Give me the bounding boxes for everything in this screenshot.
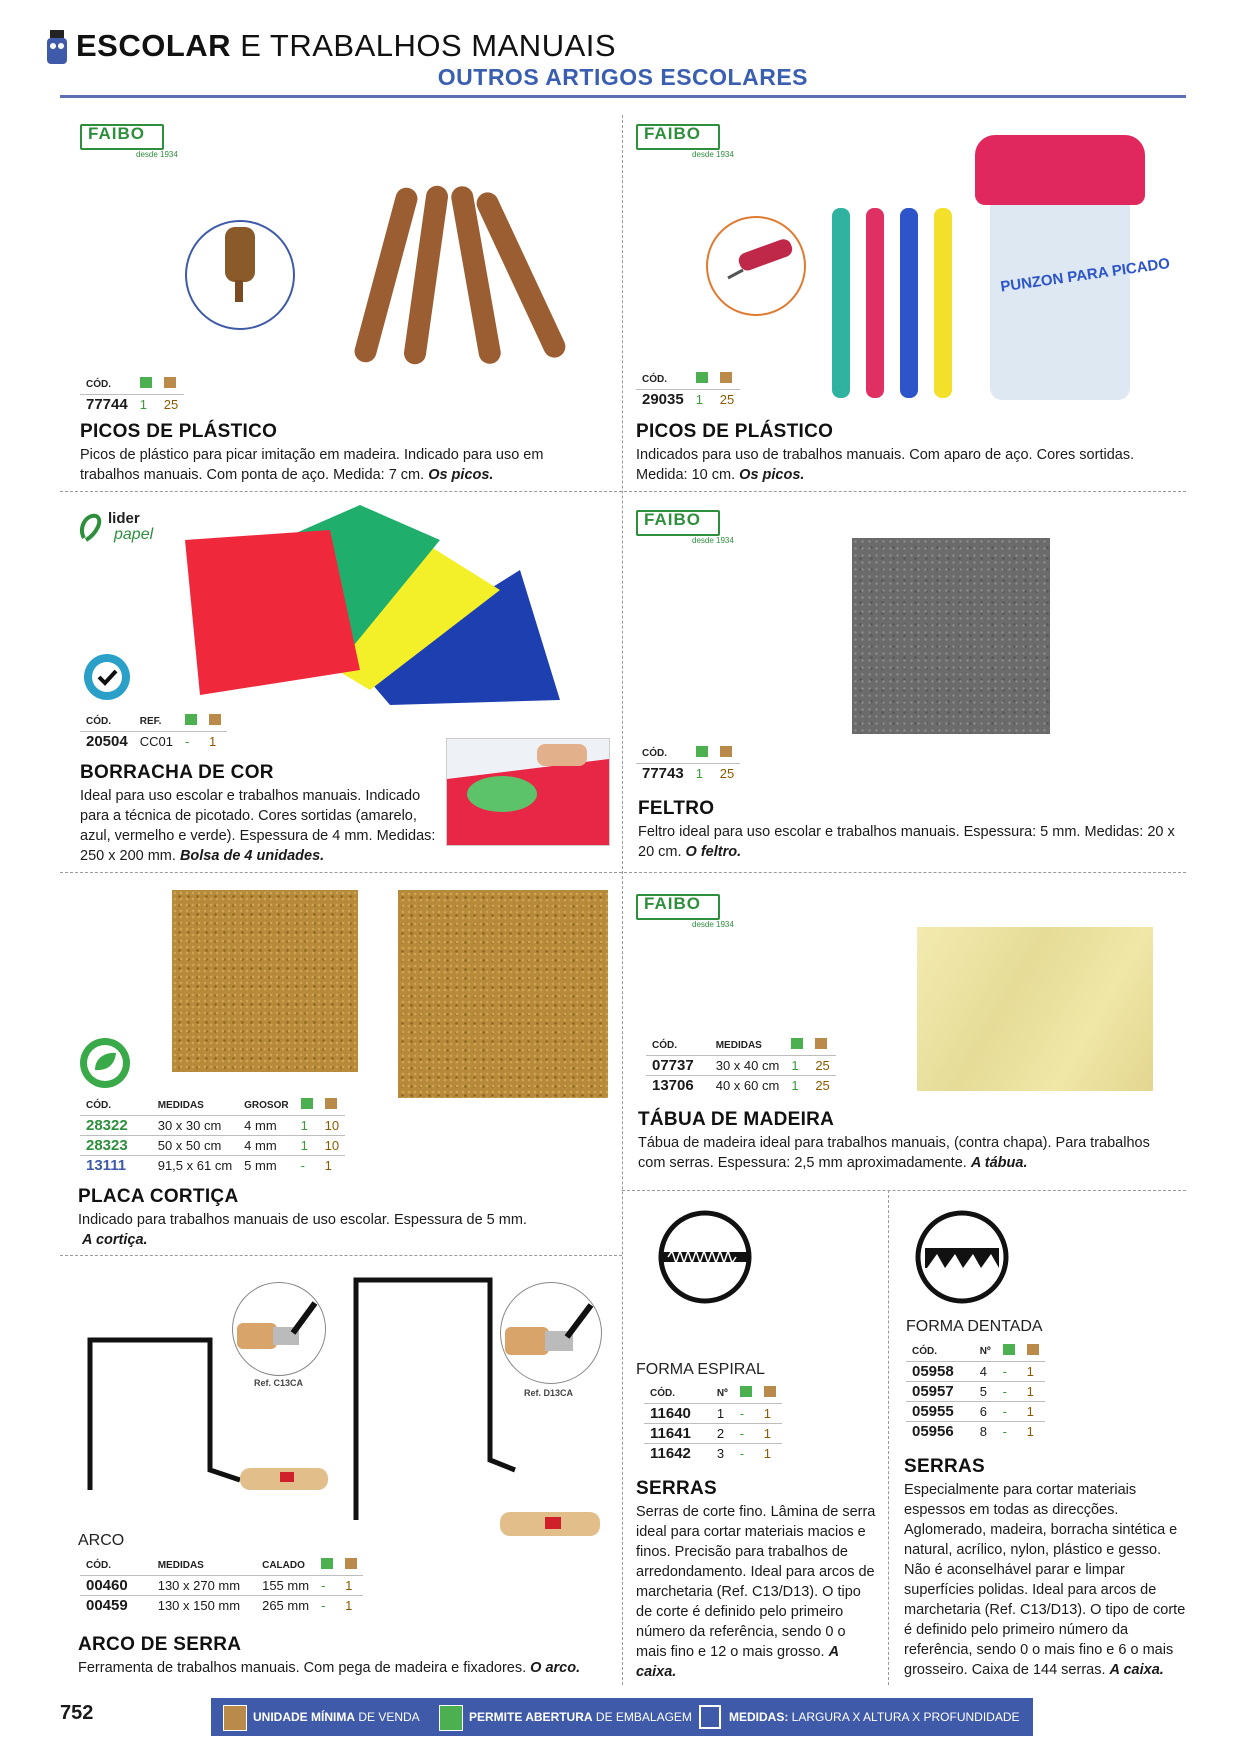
picos2-codes-table: CÓD. 29035 1 25 [636,372,740,409]
column-divider [622,115,623,1685]
table-row: 05957 5 - 1 [906,1382,1045,1402]
product-description: Especialmente para cortar materiais espessos em todas as direcções. Aglomerado, madeira, borracha sintética e natural, acrílico, nylon, plástico e gesso. Não é aconselhável parar e limpar superfícies polidas. Ideal para arcos de marchetaria (Ref. C13/D13). O tipo de corte é definido pelo primeiro número da referência, sendo 0 o mais fino e 6 o mais grosseiro. Caixa de 144 serras. A caixa. [904,1482,1186,1678]
open-package-icon [321,1558,333,1569]
min-unit-box-icon [325,1098,337,1109]
row-divider-2 [60,872,1186,873]
serras1-section-label: FORMA ESPIRAL [636,1361,765,1378]
open-package-icon [439,1705,463,1731]
lider-papel-logo: lider papel [76,508,176,548]
page-subtitle: OUTROS ARTIGOS ESCOLARES [437,64,808,90]
table-row: 77743 1 25 [636,764,740,784]
open-package-icon [140,377,152,388]
legend-open-package: PERMITE ABERTURA DE EMBALAGEM [469,1710,692,1724]
row-divider-1 [60,491,1186,492]
min-unit-box-icon [720,746,732,757]
picos-product-image [315,180,595,380]
eco-leaf-icon [80,1038,130,1088]
product-description: Tábua de madeira ideal para trabalhos manuais, (contra chapa). Para trabalhos com serras. Espessura: 2,5 mm aproximadamente. A tábua. [638,1135,1150,1171]
faibo-logo: FAIBO desde 1934 [636,890,736,930]
legend-measurements: MEDIDAS: LARGURA X ALTURA X PROFUNDIDADE [729,1710,1020,1724]
product-description: Indicado para trabalhos manuais de uso escolar. Espessura de 5 mm. A cortiça. [78,1212,527,1248]
table-row: 13706 40 x 60 cm 1 25 [646,1076,836,1096]
product-title: PLACA CORTIÇA [78,1186,239,1207]
toothed-blade-icon [915,1210,1009,1304]
arco-section-label: ARCO [78,1532,125,1549]
table-row: 11642 3 - 1 [644,1444,782,1464]
table-row: 29035 1 25 [636,390,740,410]
page-number: 752 [60,1702,94,1724]
legend-min-unit: UNIDADE MÍNIMA DE VENDA [253,1710,420,1724]
open-package-icon [740,1386,752,1397]
faibo-logo: FAIBO desde 1934 [80,120,180,160]
borracha-codes-table: CÓD. REF. 20504 CC01 - 1 [80,714,227,751]
table-row: 05958 4 - 1 [906,1362,1045,1382]
table-row: 05955 6 - 1 [906,1402,1045,1422]
product-description: Picos de plástico para picar imitação em madeira. Indicado para uso em trabalhos manuais. Com ponta de aço. Medida: 7 cm. Os picos. [80,447,544,483]
open-package-icon [1003,1344,1015,1355]
spiral-blade-icon [658,1210,752,1304]
open-package-icon [301,1098,313,1109]
header-mascot-icon [44,28,70,66]
faibo-logo: FAIBO desde 1934 [636,120,736,160]
picos2-closeup-image [706,216,806,316]
page-title: ESCOLAR E TRABALHOS MANUAIS [76,28,617,63]
tabua-codes-table: CÓD. MEDIDAS 07737 30 x 40 cm 1 25 13706 40 x 60 cm 1 25 [646,1038,836,1095]
arco-codes-table: CÓD. MEDIDAS CALADO 00460 130 x 270 mm 155 mm - 1 00459 130 x 150 mm 265 mm - 1 [80,1558,363,1615]
cortica-product-image-small [172,890,358,1072]
product-description: Ideal para uso escolar e trabalhos manuais. Indicado para a técnica de picotado. Cores sortidas (amarelo, azul, vermelho e verde). Espessura de 4 mm. Medidas: 250 x 200 mm. Bolsa de 4 unidades. [80,788,436,864]
cortica-product-image-large [398,890,608,1098]
open-package-icon [791,1038,803,1049]
min-unit-box-icon [764,1386,776,1397]
product-title: PICOS DE PLÁSTICO [80,421,278,442]
borracha-usage-photo [446,738,610,846]
product-description: Feltro ideal para uso escolar e trabalhos manuais. Espessura: 5 mm. Medidas: 20 x 20 cm. O feltro. [638,824,1175,860]
serras2-codes-table: CÓD. Nº 05958 4 - 1 05957 5 - 1 05955 6 - 1 05956 8 - 1 [906,1344,1045,1441]
min-unit-box-icon [1027,1344,1039,1355]
row-divider-4 [622,1190,1186,1191]
table-row: 11641 2 - 1 [644,1424,782,1444]
picos2-package-image: PUNZON PARA PICADO [975,135,1145,405]
product-description: Serras de corte fino. Lâmina de serra ideal para cortar materiais macios e finos. Precisão para trabalhos de arredondamento. Ideal para arcos de marchetaria (Ref. C13/D13). O tipo de corte é definido pelo primeiro número da referência, sendo 0 o mais fino e 12 o mais grosso. A caixa. [636,1504,876,1680]
open-package-icon [696,746,708,757]
table-row: 00460 130 x 270 mm 155 mm - 1 [80,1576,363,1596]
product-title: SERRAS [904,1456,985,1477]
product-title: TÁBUA DE MADEIRA [638,1109,835,1130]
table-row: 77744 1 25 [80,395,184,415]
table-row: 05956 8 - 1 [906,1422,1045,1442]
open-package-icon [185,714,197,725]
product-description: Indicados para uso de trabalhos manuais. Com aparo de aço. Cores sortidas. Medida: 10 cm. Os picos. [636,447,1135,483]
product-title: PICOS DE PLÁSTICO [636,421,834,442]
tabua-product-image [917,927,1153,1091]
table-row: 28323 50 x 50 cm 4 mm 1 10 [80,1136,345,1156]
borracha-product-image [180,500,560,705]
min-unit-box-icon [223,1705,247,1731]
serras1-codes-table: CÓD. Nº 11640 1 - 1 11641 2 - 1 11642 3 - 1 [644,1386,782,1463]
faibo-logo: FAIBO desde 1934 [636,506,736,546]
product-description: Ferramenta de trabalhos manuais. Com pega de madeira e fixadores. O arco. [78,1660,581,1676]
feltro-product-image [852,538,1050,734]
product-title: SERRAS [636,1478,717,1499]
arco-ref-label-2: Ref. D13CA [524,1388,574,1398]
table-row: 13111 91,5 x 61 cm 5 mm - 1 [80,1156,345,1176]
open-package-icon [696,372,708,383]
min-unit-box-icon [209,714,221,725]
table-row: 20504 CC01 - 1 [80,732,227,752]
table-row: 00459 130 x 150 mm 265 mm - 1 [80,1596,363,1616]
min-unit-box-icon [815,1038,827,1049]
arco-detail-circle-1 [232,1282,326,1376]
product-title: FELTRO [638,798,715,819]
table-row: 28322 30 x 30 cm 4 mm 1 10 [80,1116,345,1136]
min-unit-box-icon [345,1558,357,1569]
product-title: ARCO DE SERRA [78,1634,242,1655]
min-unit-box-icon [720,372,732,383]
legend-footer [211,1698,1033,1736]
product-title: BORRACHA DE COR [80,762,274,783]
table-row: 11640 1 - 1 [644,1404,782,1424]
picos2-product-image [828,196,958,406]
arco-ref-label-1: Ref. C13CA [254,1378,304,1388]
picos-closeup-image [185,220,295,330]
min-unit-box-icon [164,377,176,388]
row-divider-3 [60,1255,622,1256]
quality-badge-icon [84,654,130,700]
table-row: 07737 30 x 40 cm 1 25 [646,1056,836,1076]
picos1-codes-table: CÓD. 77744 1 25 [80,377,184,414]
feltro-codes-table: CÓD. 77743 1 25 [636,746,740,783]
arco-detail-circle-2 [500,1282,602,1384]
column-divider-right [888,1190,889,1685]
measurements-icon [699,1705,721,1729]
serras2-section-label: FORMA DENTADA [906,1318,1043,1335]
header-divider [60,95,1186,98]
cortica-codes-table: CÓD. MEDIDAS GROSOR 28322 30 x 30 cm 4 mm 1 10 28323 50 x 50 cm 4 mm 1 10 13111 91,5 x 61 cm 5 mm - 1 [80,1098,345,1175]
